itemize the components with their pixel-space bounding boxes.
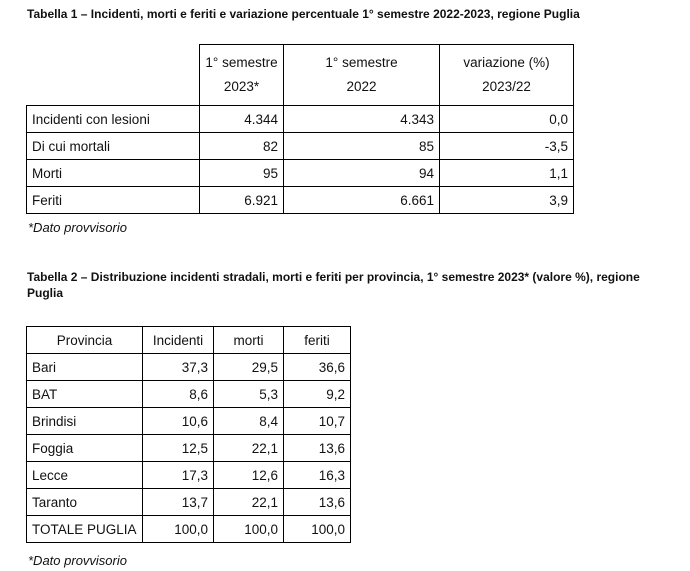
feriti: 36,6 — [284, 354, 351, 381]
table1-header-variation — [440, 45, 574, 106]
table1-header-2023-line2: 2023* — [223, 79, 260, 94]
value-2022: 94 — [284, 160, 440, 187]
table-row — [27, 489, 351, 516]
value-2022: 85 — [284, 133, 440, 160]
morti: 100,0 — [214, 516, 284, 543]
feriti: 9,2 — [284, 381, 351, 408]
value-2022: 4.343 — [284, 106, 440, 133]
feriti: 10,7 — [284, 408, 351, 435]
table-row — [27, 462, 351, 489]
feriti: 100,0 — [284, 516, 351, 543]
header-morti: morti — [214, 327, 284, 354]
row-label: Di cui mortali — [27, 133, 200, 160]
table-row — [27, 160, 574, 187]
value-variation: 3,9 — [440, 187, 574, 214]
table1 — [26, 44, 574, 214]
provincia: Bari — [27, 354, 143, 381]
table-row-total — [27, 516, 351, 543]
feriti: 16,3 — [284, 462, 351, 489]
morti: 8,4 — [214, 408, 284, 435]
incidenti: 8,6 — [143, 381, 214, 408]
incidenti: 37,3 — [143, 354, 214, 381]
feriti: 13,6 — [284, 435, 351, 462]
provincia: Brindisi — [27, 408, 143, 435]
value-2023: 82 — [200, 133, 284, 160]
value-2022: 6.661 — [284, 187, 440, 214]
table1-header-variation-line1: variazione (%) — [463, 55, 550, 70]
incidenti: 17,3 — [143, 462, 214, 489]
table-row — [27, 381, 351, 408]
table-row — [27, 133, 574, 160]
incidenti: 10,6 — [143, 408, 214, 435]
provincia: Lecce — [27, 462, 143, 489]
table1-header-2022-line2: 2022 — [346, 79, 377, 94]
morti: 29,5 — [214, 354, 284, 381]
table-row — [27, 187, 574, 214]
header-feriti: feriti — [284, 327, 351, 354]
morti: 22,1 — [214, 489, 284, 516]
feriti: 13,6 — [284, 489, 351, 516]
table2-title: Tabella 2 – Distribuzione incidenti stradali, morti e feriti per provincia, 1° semestre 2023* (valore %), regione Puglia — [27, 270, 640, 300]
value-variation: 1,1 — [440, 160, 574, 187]
table2 — [26, 326, 351, 543]
value-2023: 4.344 — [200, 106, 284, 133]
incidenti: 100,0 — [143, 516, 214, 543]
value-2023: 6.921 — [200, 187, 284, 214]
incidenti: 12,5 — [143, 435, 214, 462]
table1-title: Tabella 1 – Incidenti, morti e feriti e variazione percentuale 1° semestre 2022-2023, regione Puglia — [27, 7, 580, 21]
provincia: Foggia — [27, 435, 143, 462]
table2-footnote: *Dato provvisorio — [28, 553, 127, 568]
row-label: Feriti — [27, 187, 200, 214]
header-incidenti: Incidenti — [143, 327, 214, 354]
row-label: Incidenti con lesioni — [27, 106, 200, 133]
value-variation: -3,5 — [440, 133, 574, 160]
value-2023: 95 — [200, 160, 284, 187]
table1-header-2023 — [200, 45, 284, 106]
table1-header-2022 — [284, 45, 440, 106]
morti: 5,3 — [214, 381, 284, 408]
provincia: TOTALE PUGLIA — [27, 516, 143, 543]
table1-header-empty-cell — [27, 45, 200, 106]
table-row — [27, 408, 351, 435]
header-provincia: Provincia — [27, 327, 143, 354]
incidenti: 13,7 — [143, 489, 214, 516]
table1-header-row — [27, 45, 574, 106]
table-row — [27, 435, 351, 462]
table1-header-2022-line1: 1° semestre — [325, 55, 398, 70]
provincia: Taranto — [27, 489, 143, 516]
table1-footnote: *Dato provvisorio — [28, 220, 127, 235]
provincia: BAT — [27, 381, 143, 408]
morti: 22,1 — [214, 435, 284, 462]
table1-header-variation-line2: 2023/22 — [482, 79, 531, 94]
table-row — [27, 354, 351, 381]
morti: 12,6 — [214, 462, 284, 489]
value-variation: 0,0 — [440, 106, 574, 133]
table-row — [27, 106, 574, 133]
table1-header-2023-line1: 1° semestre — [205, 55, 278, 70]
row-label: Morti — [27, 160, 200, 187]
table2-header-row — [27, 327, 351, 354]
